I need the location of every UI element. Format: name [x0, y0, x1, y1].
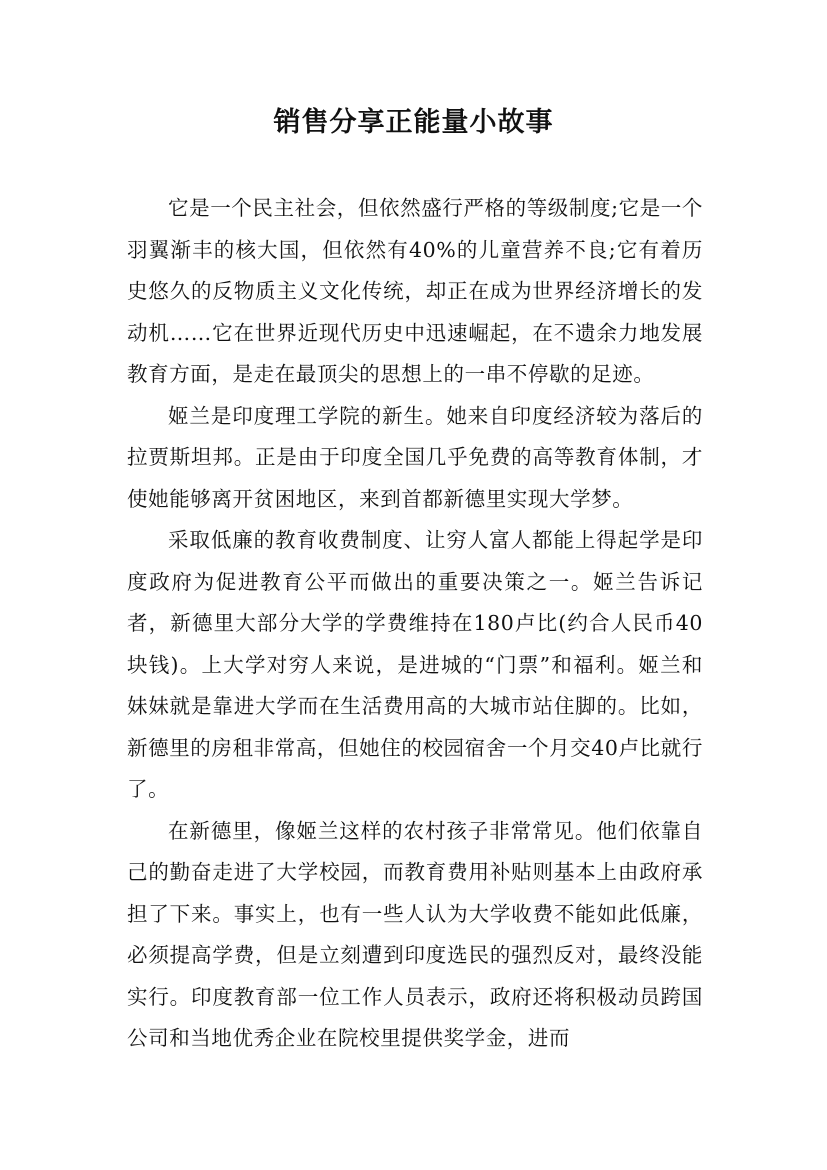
paragraph-1: 它是一个民主社会，但依然盛行严格的等级制度;它是一个羽翼渐丰的核大国，但依然有40%的儿童营养不良;它有着历史悠久的反物质主义文化传统，却正在成为世界经济增长的发动机……它在世界近现代历史中迅速崛起，在不遗余力地发展教育方面，是走在最顶尖的思想上的一串不停歇的足迹。 [127, 196, 704, 386]
document-title: 销售分享正能量小故事 [273, 107, 554, 138]
document-body [127, 188, 703, 1060]
paragraph-4: 在新德里，像姬兰这样的农村孩子非常常见。他们依靠自己的勤奋走进了大学校园，而教育费用补贴则基本上由政府承担了下来。事实上，也有一些人认为大学收费不能如此低廉，必须提高学费，但是立刻遭到印度选民的强烈反对，最终没能实行。印度教育部一位工作人员表示，政府还将积极动员跨国公司和当地优秀企业在院校里提供奖学金，进而 [127, 818, 703, 1050]
paragraph-2: 姬兰是印度理工学院的新生。她来自印度经济较为落后的拉贾斯坦邦。正是由于印度全国几乎免费的高等教育体制，才使她能够离开贫困地区，来到首都新德里实现大学梦。 [127, 403, 703, 511]
paragraph-3: 采取低廉的教育收费制度、让穷人富人都能上得起学是印度政府为促进教育公平而做出的重要决策之一。姬兰告诉记者，新德里大部分大学的学费维持在180卢比(约合人民币40块钱)。上大学对穷人来说，是进城的“门票”和福利。姬兰和妹妹就是靠进大学而在生活费用高的大城市站住脚的。比如，新德里的房租非常高，但她住的校园宿舍一个月交40卢比就行了。 [127, 528, 703, 801]
